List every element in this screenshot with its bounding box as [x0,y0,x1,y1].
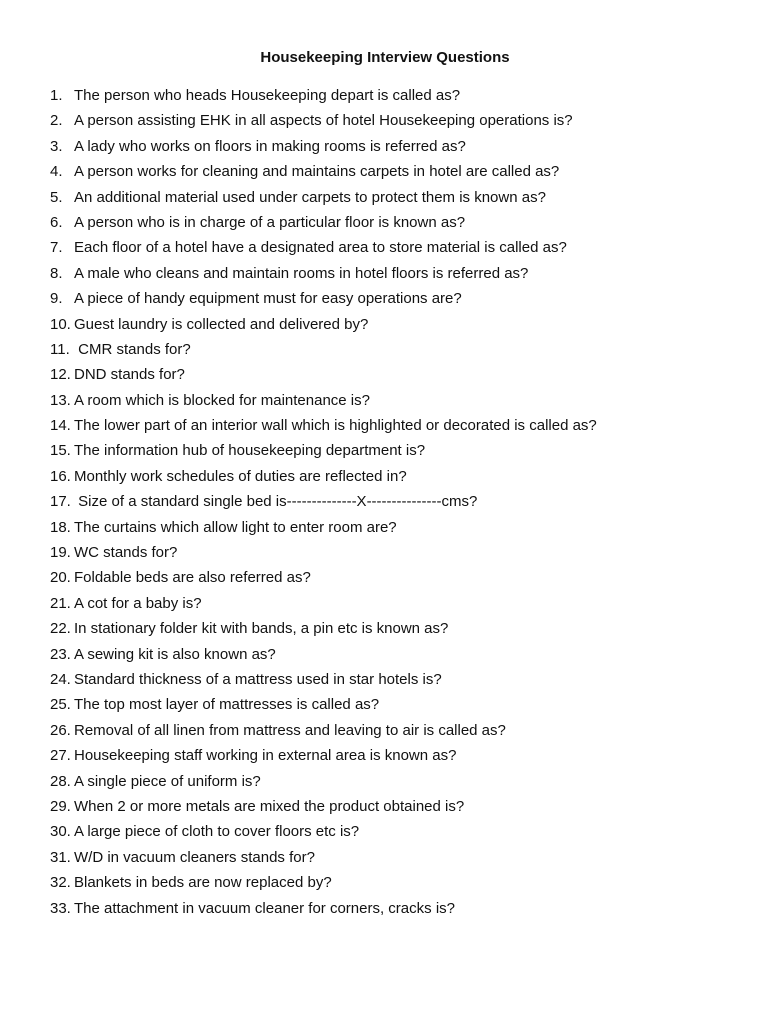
question-text: The top most layer of mattresses is called as? [74,696,380,714]
question-item [50,188,750,213]
question-text: Blankets in beds are now replaced by? [74,874,332,892]
question-item [50,772,750,797]
question-text: Guest laundry is collected and delivered by? [74,315,369,333]
question-text: W/D in vacuum cleaners stands for? [74,848,315,866]
question-item [50,137,750,162]
question-item [50,416,750,441]
question-number: 11. [50,340,70,358]
question-item [50,568,750,593]
question-number: 9. [50,290,63,308]
question-text: The lower part of an interior wall which is highlighted or decorated is called as? [74,417,597,435]
question-item [50,162,750,187]
question-item [50,746,750,771]
question-item [50,467,750,492]
question-item [50,797,750,822]
question-text: A large piece of cloth to cover floors etc is? [74,823,360,841]
question-text: A lady who works on floors in making rooms is referred as? [74,137,466,155]
question-item [50,848,750,873]
question-number: 14. [50,417,71,435]
question-item [50,391,750,416]
question-text: A person assisting EHK in all aspects of hotel Housekeeping operations is? [74,112,573,130]
question-text: A piece of handy equipment must for easy operations are? [74,290,462,308]
question-number: 1. [50,87,63,104]
question-item [50,289,750,314]
question-item [50,111,750,136]
question-item [50,695,750,720]
question-text: A male who cleans and maintain rooms in hotel floors is referred as? [74,264,529,282]
question-text: A room which is blocked for maintenance is? [74,391,370,409]
question-text: Housekeeping staff working in external area is known as? [74,747,457,765]
question-item [50,873,750,898]
question-number: 22. [50,620,71,638]
question-text: A sewing kit is also known as? [74,645,276,663]
question-text: Monthly work schedules of duties are reflected in? [74,467,407,485]
question-number: 8. [50,264,63,282]
question-item [50,899,750,924]
question-item [50,492,750,517]
question-text: Removal of all linen from mattress and leaving to air is called as? [74,721,506,739]
question-item [50,822,750,847]
question-text: The curtains which allow light to enter room are? [74,518,397,536]
question-text: When 2 or more metals are mixed the product obtained is? [74,797,465,815]
question-item [50,238,750,263]
question-number: 4. [50,163,63,181]
question-text: An additional material used under carpets to protect them is known as? [74,188,546,206]
question-item [50,518,750,543]
question-number: 33. [50,899,71,917]
question-item [50,594,750,619]
question-text: DND stands for? [74,366,185,384]
question-text: A person works for cleaning and maintains carpets in hotel are called as? [74,163,560,181]
question-number: 3. [50,137,63,155]
question-text: WC stands for? [74,544,178,562]
question-number: 16. [50,467,71,485]
question-number: 6. [50,213,63,231]
question-item [50,213,750,238]
question-number: 18. [50,518,71,536]
question-number: 26. [50,721,71,739]
question-number: 32. [50,874,71,892]
question-item [50,441,750,466]
question-item [50,619,750,644]
question-item [50,315,750,340]
document-title: Housekeeping Interview Questions [260,49,510,66]
question-text: Each floor of a hotel have a designated area to store material is called as? [74,239,567,257]
question-item [50,365,750,390]
question-number: 7. [50,239,63,257]
question-number: 10. [50,315,71,333]
question-item [50,670,750,695]
question-number: 28. [50,772,71,790]
question-number: 27. [50,747,71,765]
question-text: The information hub of housekeeping department is? [74,442,426,460]
question-text: Size of a standard single bed is--------------X---------------cms? [74,493,478,511]
question-item [50,340,750,365]
question-number: 19. [50,544,71,562]
question-number: 2. [50,112,63,130]
question-number: 31. [50,848,71,866]
question-number: 25. [50,696,71,714]
question-number: 13. [50,391,71,409]
question-list [50,86,750,924]
question-text: A cot for a baby is? [74,594,202,612]
question-number: 21. [50,594,71,612]
question-text: The person who heads Housekeeping depart is called as? [74,87,461,104]
question-number: 12. [50,366,71,384]
question-text: A single piece of uniform is? [74,772,261,790]
question-number: 30. [50,823,71,841]
question-text: Standard thickness of a mattress used in star hotels is? [74,670,442,688]
question-number: 17. [50,493,71,511]
question-item [50,86,750,111]
question-item [50,543,750,568]
question-item [50,721,750,746]
question-number: 20. [50,569,71,587]
question-text: In stationary folder kit with bands, a pin etc is known as? [74,620,449,638]
question-number: 5. [50,188,63,206]
question-item [50,264,750,289]
question-number: 24. [50,670,71,688]
question-text: The attachment in vacuum cleaner for corners, cracks is? [74,899,455,917]
question-text: A person who is in charge of a particular floor is known as? [74,213,466,231]
question-number: 15. [50,442,71,460]
question-text: Foldable beds are also referred as? [74,569,311,587]
question-item [50,645,750,670]
question-number: 29. [50,797,71,815]
question-text: CMR stands for? [74,340,191,358]
question-number: 23. [50,645,71,663]
